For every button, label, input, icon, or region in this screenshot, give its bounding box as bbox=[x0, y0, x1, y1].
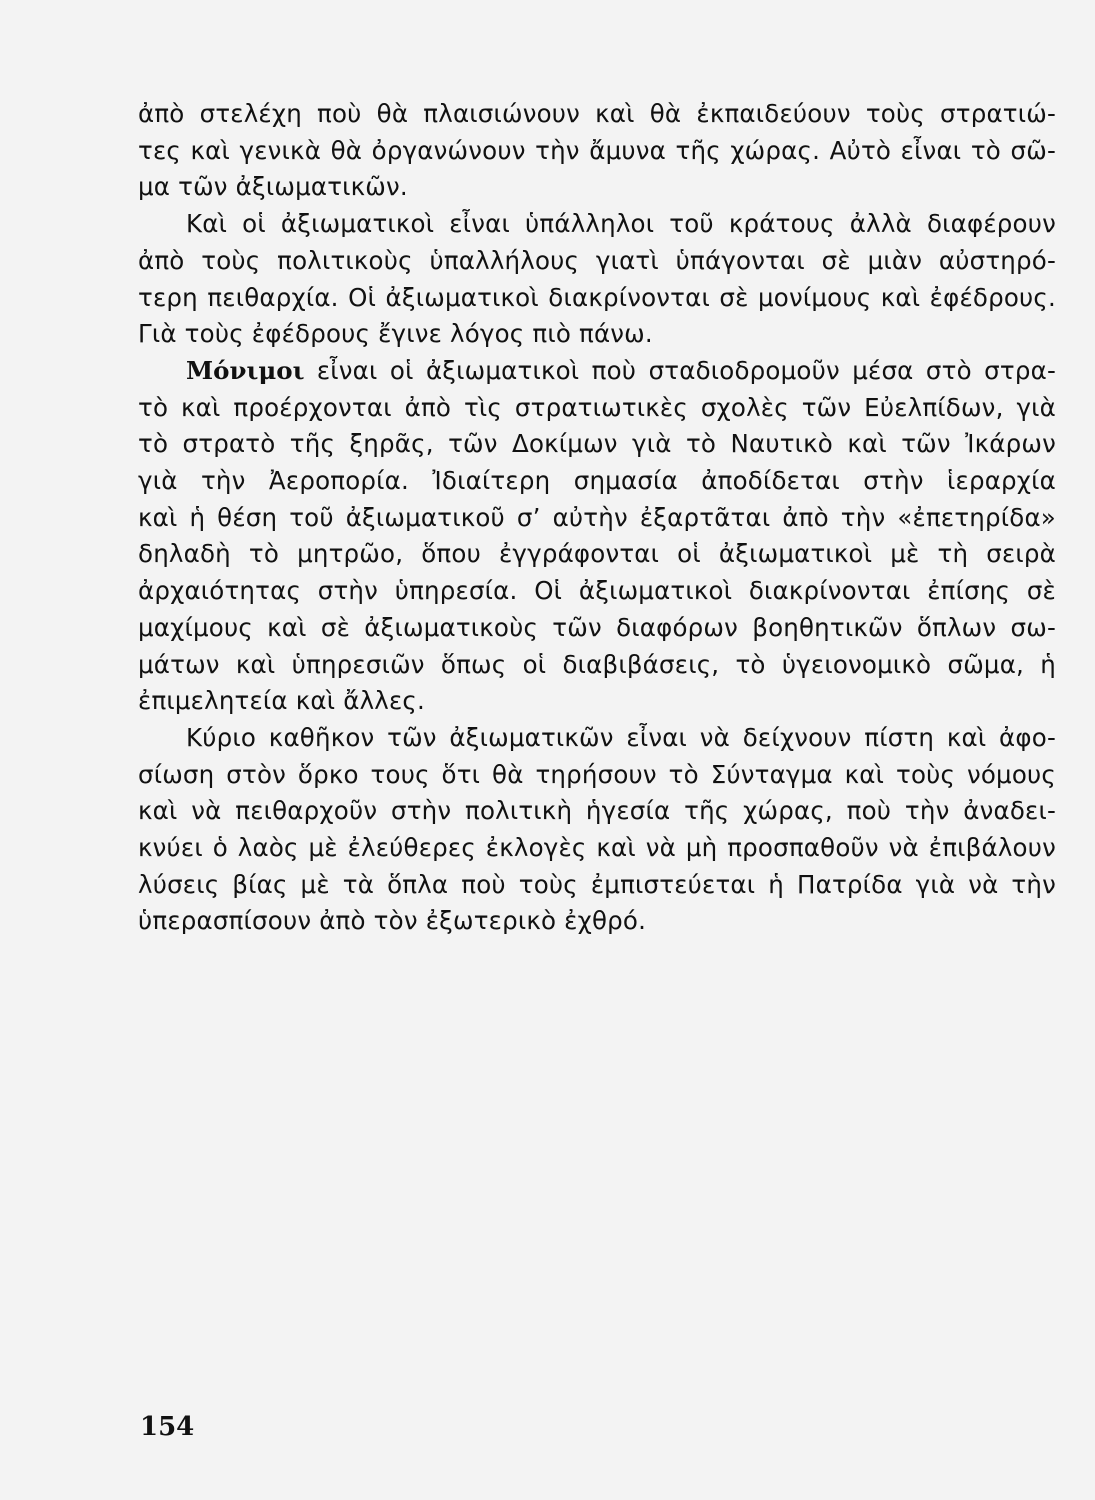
text-line: δηλαδὴ τὸ μητρῶο, ὅπου ἐγγράφονται οἱ ἀξιωματικοὶ μὲ τὴ σειρὰ bbox=[138, 539, 1056, 569]
paragraph-4 bbox=[138, 720, 1056, 940]
text-line: τὸ καὶ προέρχονται ἀπὸ τὶς στρατιωτικὲς σχολὲς τῶν Εὐελπίδων, γιὰ bbox=[138, 392, 1056, 422]
text-line: μα τῶν ἀξιωματικῶν. bbox=[138, 172, 408, 202]
text-line: τες καὶ γενικὰ θὰ ὀργανώνουν τὴν ἄμυνα τῆς χώρας. Αὐτὸ εἶναι τὸ σῶ- bbox=[138, 135, 1056, 165]
text-line-rest: εἶναι οἱ ἀξιωματικοὶ ποὺ σταδιοδρομοῦν μέσα στὸ στρα- bbox=[304, 355, 1056, 385]
text-line: μαχίμους καὶ σὲ ἀξιωματικοὺς τῶν διαφόρων βοηθητικῶν ὅπλων σω- bbox=[138, 612, 1056, 642]
text-line: ὑπερασπίσουν ἀπὸ τὸν ἐξωτερικὸ ἐχθρό. bbox=[138, 906, 647, 936]
defined-term: Μόνιμοι bbox=[186, 355, 305, 385]
text-line: σίωση στὸν ὅρκο τους ὅτι θὰ τηρήσουν τὸ Σύνταγμα καὶ τοὺς νόμους bbox=[138, 759, 1056, 789]
paragraph-2 bbox=[138, 206, 1056, 353]
text-line: Καὶ οἱ ἀξιωματικοὶ εἶναι ὑπάλληλοι τοῦ κράτους ἀλλὰ διαφέρουν bbox=[186, 209, 1056, 239]
text-line: γιὰ τὴν Ἀεροπορία. Ἰδιαίτερη σημασία ἀποδίδεται στὴν ἱεραρχία bbox=[138, 466, 1056, 496]
text-line: τὸ στρατὸ τῆς ξηρᾶς, τῶν Δοκίμων γιὰ τὸ Ναυτικὸ καὶ τῶν Ἰκάρων bbox=[138, 429, 1056, 459]
text-line: μάτων καὶ ὑπηρεσιῶν ὅπως οἱ διαβιβάσεις, τὸ ὑγειονομικὸ σῶμα, ἡ bbox=[138, 649, 1056, 679]
paragraph-3 bbox=[138, 353, 1056, 720]
body-text bbox=[138, 96, 1056, 940]
text-line: κνύει ὁ λαὸς μὲ ἐλεύθερες ἐκλογὲς καὶ νὰ μὴ προσπαθοῦν νὰ ἐπιβάλουν bbox=[138, 833, 1056, 863]
page-number: 154 bbox=[140, 1412, 195, 1442]
text-line: Γιὰ τοὺς ἐφέδρους ἔγινε λόγος πιὸ πάνω. bbox=[138, 319, 653, 349]
text-line bbox=[138, 353, 1056, 390]
text-line: ἐπιμελητεία καὶ ἄλλες. bbox=[138, 686, 425, 716]
text-line: ἀπὸ τοὺς πολιτικοὺς ὑπαλλήλους γιατὶ ὑπάγονται σὲ μιὰν αὐστηρό- bbox=[138, 245, 1056, 275]
paragraph-1 bbox=[138, 96, 1056, 206]
text-line: Κύριο καθῆκον τῶν ἀξιωματικῶν εἶναι νὰ δείχνουν πίστη καὶ ἀφο- bbox=[186, 722, 1056, 752]
text-line: ἀρχαιότητας στὴν ὑπηρεσία. Οἱ ἀξιωματικοὶ διακρίνονται ἐπίσης σὲ bbox=[138, 576, 1056, 606]
text-line: λύσεις βίας μὲ τὰ ὅπλα ποὺ τοὺς ἐμπιστεύεται ἡ Πατρίδα γιὰ νὰ τὴν bbox=[138, 869, 1056, 899]
text-line: καὶ ἡ θέση τοῦ ἀξιωματικοῦ σ’ αὐτὴν ἐξαρτᾶται ἀπὸ τὴν «ἐπετηρίδα» bbox=[138, 502, 1056, 532]
text-line: ἀπὸ στελέχη ποὺ θὰ πλαισιώνουν καὶ θὰ ἐκπαιδεύουν τοὺς στρατιώ- bbox=[138, 99, 1056, 128]
text-line: καὶ νὰ πειθαρχοῦν στὴν πολιτικὴ ἡγεσία τῆς χώρας, ποὺ τὴν ἀναδει- bbox=[138, 796, 1056, 826]
text-line: τερη πειθαρχία. Οἱ ἀξιωματικοὶ διακρίνονται σὲ μονίμους καὶ ἐφέδρους. bbox=[138, 282, 1056, 312]
